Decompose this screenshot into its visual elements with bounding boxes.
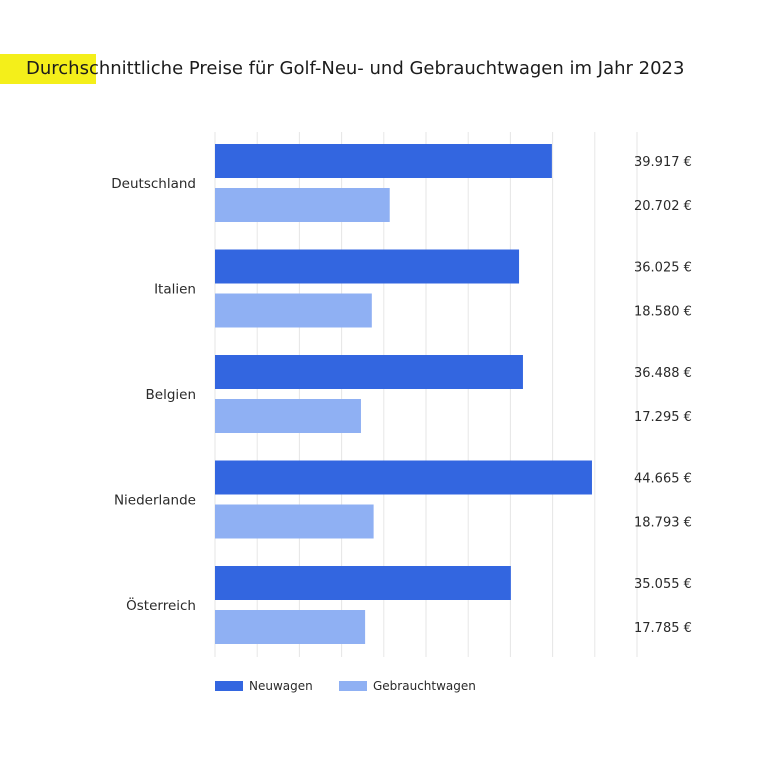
value-label: 39.917 € <box>634 155 692 170</box>
legend-label: Gebrauchtwagen <box>373 679 476 693</box>
legend-swatch <box>215 681 243 691</box>
legend-label: Neuwagen <box>249 679 313 693</box>
value-label: 36.025 € <box>634 260 692 276</box>
value-label: 17.785 € <box>634 621 692 636</box>
value-label: 20.702 € <box>634 199 692 214</box>
bar-gebrauchtwagen <box>215 188 390 222</box>
value-label: 36.488 € <box>634 366 692 381</box>
category-label: Deutschland <box>111 176 196 192</box>
legend-swatch <box>339 681 367 691</box>
category-label: Österreich <box>126 598 196 614</box>
value-label: 18.793 € <box>634 515 692 531</box>
bar-neuwagen <box>215 250 519 284</box>
bar-neuwagen <box>215 461 592 495</box>
bar-gebrauchtwagen <box>215 505 374 539</box>
bar-gebrauchtwagen <box>215 399 361 433</box>
value-label: 44.665 € <box>634 471 692 487</box>
category-label: Niederlande <box>113 492 196 509</box>
bar-neuwagen <box>215 355 523 389</box>
bar-gebrauchtwagen <box>215 294 372 328</box>
bar-gebrauchtwagen <box>215 610 365 644</box>
value-label: 18.580 € <box>634 304 692 320</box>
category-label: Belgien <box>145 387 196 403</box>
bar-neuwagen <box>215 566 511 600</box>
value-label: 17.295 € <box>634 410 692 425</box>
bar-neuwagen <box>215 144 552 178</box>
category-label: Italien <box>154 281 196 298</box>
chart-title: Durchschnittliche Preise für Golf-Neu- und Gebrauchtwagen im Jahr 2023 <box>26 58 685 79</box>
value-label: 35.055 € <box>634 577 692 592</box>
